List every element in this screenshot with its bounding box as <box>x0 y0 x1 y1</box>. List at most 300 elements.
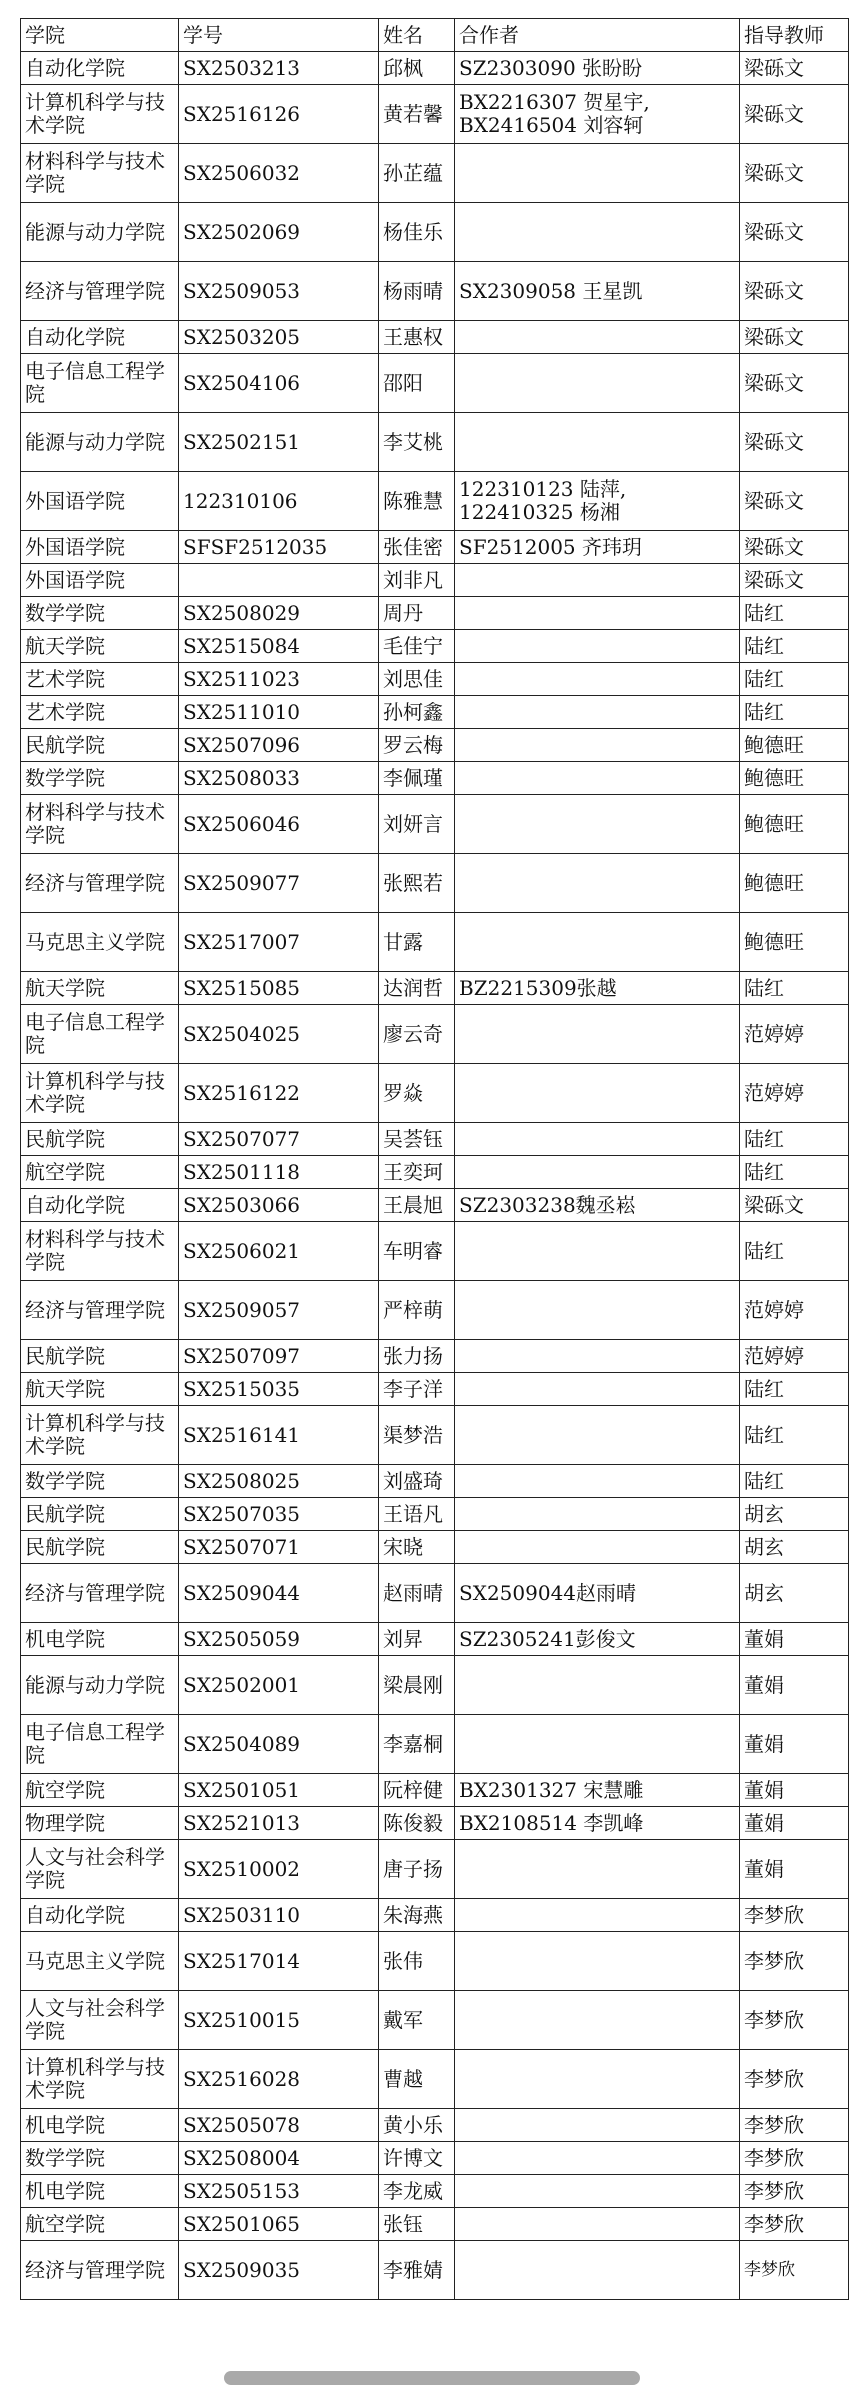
cell-college: 艺术学院 <box>21 696 179 729</box>
cell-student-id: SX2501051 <box>179 1774 379 1807</box>
table-row <box>21 1656 849 1715</box>
cell-college: 自动化学院 <box>21 52 179 85</box>
cell-advisor: 董娟 <box>740 1840 849 1899</box>
cell-name: 周丹 <box>379 597 455 630</box>
cell-name: 王惠权 <box>379 321 455 354</box>
cell-student-id: SX2516141 <box>179 1406 379 1465</box>
cell-advisor: 梁砾文 <box>740 413 849 472</box>
cell-advisor: 李梦欣 <box>740 2109 849 2142</box>
scrollbar-thumb[interactable] <box>224 2371 640 2385</box>
cell-college: 计算机科学与技术学院 <box>21 85 179 144</box>
cell-advisor: 陆红 <box>740 1465 849 1498</box>
cell-name: 陈雅慧 <box>379 472 455 531</box>
cell-student-id: SX2516122 <box>179 1064 379 1123</box>
cell-college: 电子信息工程学院 <box>21 1005 179 1064</box>
cell-advisor: 陆红 <box>740 663 849 696</box>
table-row <box>21 1189 849 1222</box>
cell-partners: BX2301327 宋慧雕 <box>455 1774 740 1807</box>
cell-advisor: 陆红 <box>740 1373 849 1406</box>
table-row <box>21 472 849 531</box>
table-row <box>21 913 849 972</box>
cell-name: 吴荟钰 <box>379 1123 455 1156</box>
cell-advisor: 李梦欣 <box>740 2142 849 2175</box>
cell-college: 民航学院 <box>21 729 179 762</box>
cell-college: 计算机科学与技术学院 <box>21 1064 179 1123</box>
cell-advisor: 梁砾文 <box>740 564 849 597</box>
cell-student-id: SX2508004 <box>179 2142 379 2175</box>
cell-student-id: SX2504106 <box>179 354 379 413</box>
cell-student-id: SX2509077 <box>179 854 379 913</box>
cell-advisor: 董娟 <box>740 1656 849 1715</box>
cell-college: 电子信息工程学院 <box>21 1715 179 1774</box>
table-row <box>21 795 849 854</box>
cell-advisor: 梁砾文 <box>740 144 849 203</box>
cell-advisor: 李梦欣 <box>740 1991 849 2050</box>
cell-college: 计算机科学与技术学院 <box>21 2050 179 2109</box>
table-row <box>21 1465 849 1498</box>
cell-name: 甘露 <box>379 913 455 972</box>
cell-college: 数学学院 <box>21 762 179 795</box>
cell-partners <box>455 1123 740 1156</box>
cell-advisor: 陆红 <box>740 1406 849 1465</box>
table-row <box>21 1123 849 1156</box>
cell-name: 张熙若 <box>379 854 455 913</box>
cell-student-id: SX2515035 <box>179 1373 379 1406</box>
cell-partners <box>455 203 740 262</box>
cell-college: 航空学院 <box>21 1156 179 1189</box>
cell-advisor: 李梦欣 <box>740 1932 849 1991</box>
cell-student-id: SX2508033 <box>179 762 379 795</box>
cell-student-id: SX2501118 <box>179 1156 379 1189</box>
cell-advisor: 梁砾文 <box>740 85 849 144</box>
cell-partners <box>455 354 740 413</box>
cell-partners <box>455 1991 740 2050</box>
table-row <box>21 663 849 696</box>
cell-student-id: SX2506021 <box>179 1222 379 1281</box>
cell-partners <box>455 1406 740 1465</box>
table-header-row <box>21 19 849 52</box>
cell-advisor: 鲍德旺 <box>740 913 849 972</box>
cell-name: 邵阳 <box>379 354 455 413</box>
cell-name: 赵雨晴 <box>379 1564 455 1623</box>
cell-name: 宋晓 <box>379 1531 455 1564</box>
table-row <box>21 2142 849 2175</box>
cell-college: 航天学院 <box>21 630 179 663</box>
cell-name: 梁晨刚 <box>379 1656 455 1715</box>
cell-name: 刘妍言 <box>379 795 455 854</box>
cell-college: 物理学院 <box>21 1807 179 1840</box>
table-row <box>21 597 849 630</box>
cell-advisor: 梁砾文 <box>740 472 849 531</box>
cell-partners <box>455 564 740 597</box>
table-row <box>21 1281 849 1340</box>
cell-partners <box>455 1281 740 1340</box>
cell-college: 机电学院 <box>21 2175 179 2208</box>
cell-advisor: 李梦欣 <box>740 2208 849 2241</box>
cell-partners <box>455 663 740 696</box>
cell-student-id: SX2509044 <box>179 1564 379 1623</box>
cell-name: 毛佳宁 <box>379 630 455 663</box>
cell-college: 马克思主义学院 <box>21 1932 179 1991</box>
cell-college: 外国语学院 <box>21 564 179 597</box>
table-row <box>21 2175 849 2208</box>
cell-college: 经济与管理学院 <box>21 1564 179 1623</box>
cell-college: 人文与社会科学学院 <box>21 1840 179 1899</box>
cell-name: 李嘉桐 <box>379 1715 455 1774</box>
cell-student-id: SX2511010 <box>179 696 379 729</box>
cell-advisor: 李梦欣 <box>740 1899 849 1932</box>
cell-name: 阮梓健 <box>379 1774 455 1807</box>
student-table <box>20 18 849 2300</box>
cell-partners: SZ2303090 张盼盼 <box>455 52 740 85</box>
cell-partners <box>455 696 740 729</box>
cell-college: 艺术学院 <box>21 663 179 696</box>
table-row <box>21 1340 849 1373</box>
cell-college: 能源与动力学院 <box>21 1656 179 1715</box>
cell-name: 张佳密 <box>379 531 455 564</box>
table-row <box>21 972 849 1005</box>
cell-partners <box>455 144 740 203</box>
document-page <box>20 18 848 2300</box>
cell-name: 渠梦浩 <box>379 1406 455 1465</box>
cell-name: 廖云奇 <box>379 1005 455 1064</box>
table-row <box>21 85 849 144</box>
cell-partners: SZ2303238魏丞崧 <box>455 1189 740 1222</box>
cell-partners: BX2108514 李凯峰 <box>455 1807 740 1840</box>
cell-partners <box>455 2241 740 2300</box>
cell-college: 航天学院 <box>21 1373 179 1406</box>
cell-advisor: 李梦欣 <box>740 2241 849 2300</box>
cell-student-id: SX2502001 <box>179 1656 379 1715</box>
cell-student-id: SX2517007 <box>179 913 379 972</box>
cell-college: 人文与社会科学学院 <box>21 1991 179 2050</box>
table-row <box>21 696 849 729</box>
cell-name: 朱海燕 <box>379 1899 455 1932</box>
cell-advisor: 梁砾文 <box>740 354 849 413</box>
cell-advisor: 陆红 <box>740 1123 849 1156</box>
cell-advisor: 鲍德旺 <box>740 762 849 795</box>
cell-name: 邱枫 <box>379 52 455 85</box>
table-row <box>21 354 849 413</box>
cell-advisor: 范婷婷 <box>740 1281 849 1340</box>
table-row <box>21 1840 849 1899</box>
cell-college: 航空学院 <box>21 2208 179 2241</box>
cell-name: 李子洋 <box>379 1373 455 1406</box>
cell-student-id: SX2504089 <box>179 1715 379 1774</box>
cell-partners <box>455 1498 740 1531</box>
table-row <box>21 144 849 203</box>
cell-partners <box>455 1465 740 1498</box>
cell-name: 戴军 <box>379 1991 455 2050</box>
table-row <box>21 1807 849 1840</box>
cell-name: 黄小乐 <box>379 2109 455 2142</box>
cell-advisor: 胡玄 <box>740 1498 849 1531</box>
cell-partners: BX2216307 贺星宇, BX2416504 刘容轲 <box>455 85 740 144</box>
cell-advisor: 范婷婷 <box>740 1005 849 1064</box>
cell-advisor: 梁砾文 <box>740 52 849 85</box>
cell-partners: SF2512005 齐玮玥 <box>455 531 740 564</box>
table-row <box>21 1564 849 1623</box>
cell-partners <box>455 1715 740 1774</box>
cell-advisor: 鲍德旺 <box>740 795 849 854</box>
cell-student-id: SX2516028 <box>179 2050 379 2109</box>
cell-name: 罗云梅 <box>379 729 455 762</box>
table-row <box>21 203 849 262</box>
horizontal-scrollbar[interactable] <box>0 2363 864 2393</box>
table-row <box>21 1715 849 1774</box>
cell-college: 经济与管理学院 <box>21 1281 179 1340</box>
cell-student-id: SX2515084 <box>179 630 379 663</box>
cell-name: 刘昇 <box>379 1623 455 1656</box>
cell-student-id: SX2502151 <box>179 413 379 472</box>
cell-college: 经济与管理学院 <box>21 854 179 913</box>
cell-name: 李艾桃 <box>379 413 455 472</box>
table-row <box>21 1531 849 1564</box>
cell-student-id: SX2503066 <box>179 1189 379 1222</box>
cell-partners <box>455 1840 740 1899</box>
cell-student-id: SX2507096 <box>179 729 379 762</box>
cell-advisor: 梁砾文 <box>740 321 849 354</box>
cell-name: 李雅婧 <box>379 2241 455 2300</box>
cell-name: 李龙威 <box>379 2175 455 2208</box>
cell-student-id: SX2502069 <box>179 203 379 262</box>
cell-partners <box>455 2175 740 2208</box>
cell-student-id: SX2508025 <box>179 1465 379 1498</box>
cell-name: 唐子扬 <box>379 1840 455 1899</box>
cell-college: 计算机科学与技术学院 <box>21 1406 179 1465</box>
cell-advisor: 董娟 <box>740 1774 849 1807</box>
cell-student-id: SX2507071 <box>179 1531 379 1564</box>
cell-college: 数学学院 <box>21 1465 179 1498</box>
cell-name: 孙柯鑫 <box>379 696 455 729</box>
cell-student-id: SX2517014 <box>179 1932 379 1991</box>
cell-name: 杨雨晴 <box>379 262 455 321</box>
table-row <box>21 2109 849 2142</box>
cell-college: 民航学院 <box>21 1123 179 1156</box>
cell-advisor: 董娟 <box>740 1715 849 1774</box>
table-row <box>21 729 849 762</box>
table-row <box>21 2241 849 2300</box>
table-row <box>21 52 849 85</box>
cell-name: 刘非凡 <box>379 564 455 597</box>
cell-advisor: 鲍德旺 <box>740 729 849 762</box>
cell-student-id: SX2506032 <box>179 144 379 203</box>
cell-name: 张力扬 <box>379 1340 455 1373</box>
table-row <box>21 1156 849 1189</box>
table-row <box>21 1623 849 1656</box>
header-name: 姓名 <box>379 19 455 52</box>
cell-partners <box>455 2208 740 2241</box>
cell-student-id: SX2508029 <box>179 597 379 630</box>
table-row <box>21 1064 849 1123</box>
cell-college: 材料科学与技术学院 <box>21 1222 179 1281</box>
table-row <box>21 1373 849 1406</box>
cell-student-id: SX2509035 <box>179 2241 379 2300</box>
cell-advisor: 陆红 <box>740 1222 849 1281</box>
cell-partners <box>455 1932 740 1991</box>
cell-advisor: 范婷婷 <box>740 1064 849 1123</box>
cell-advisor: 胡玄 <box>740 1531 849 1564</box>
table-row <box>21 321 849 354</box>
cell-advisor: 梁砾文 <box>740 531 849 564</box>
cell-college: 航空学院 <box>21 1774 179 1807</box>
cell-college: 材料科学与技术学院 <box>21 144 179 203</box>
cell-student-id: SX2516126 <box>179 85 379 144</box>
cell-student-id: SX2505078 <box>179 2109 379 2142</box>
cell-advisor: 陆红 <box>740 696 849 729</box>
cell-name: 黄若馨 <box>379 85 455 144</box>
cell-advisor: 胡玄 <box>740 1564 849 1623</box>
cell-partners <box>455 2050 740 2109</box>
cell-name: 杨佳乐 <box>379 203 455 262</box>
cell-partners <box>455 2142 740 2175</box>
cell-student-id: SX2507035 <box>179 1498 379 1531</box>
cell-student-id: SX2509057 <box>179 1281 379 1340</box>
cell-partners <box>455 795 740 854</box>
table-row <box>21 262 849 321</box>
cell-college: 自动化学院 <box>21 1899 179 1932</box>
cell-college: 数学学院 <box>21 2142 179 2175</box>
header-partners: 合作者 <box>455 19 740 52</box>
table-row <box>21 1774 849 1807</box>
cell-partners: SX2309058 王星凯 <box>455 262 740 321</box>
cell-name: 王语凡 <box>379 1498 455 1531</box>
cell-student-id: SX2510002 <box>179 1840 379 1899</box>
table-row <box>21 630 849 663</box>
cell-student-id <box>179 564 379 597</box>
cell-partners <box>455 1156 740 1189</box>
cell-partners <box>455 321 740 354</box>
cell-college: 外国语学院 <box>21 472 179 531</box>
cell-partners <box>455 413 740 472</box>
cell-partners <box>455 2109 740 2142</box>
cell-partners: 122310123 陆萍, 122410325 杨湘 <box>455 472 740 531</box>
cell-advisor: 陆红 <box>740 597 849 630</box>
cell-advisor: 梁砾文 <box>740 203 849 262</box>
cell-student-id: SX2510015 <box>179 1991 379 2050</box>
cell-advisor: 梁砾文 <box>740 262 849 321</box>
cell-name: 王晨旭 <box>379 1189 455 1222</box>
cell-college: 民航学院 <box>21 1531 179 1564</box>
cell-partners <box>455 597 740 630</box>
table-row <box>21 762 849 795</box>
table-row <box>21 531 849 564</box>
table-row <box>21 1498 849 1531</box>
cell-college: 经济与管理学院 <box>21 262 179 321</box>
cell-student-id: SX2515085 <box>179 972 379 1005</box>
cell-partners: BZ2215309张越 <box>455 972 740 1005</box>
cell-partners: SZ2305241彭俊文 <box>455 1623 740 1656</box>
cell-advisor: 李梦欣 <box>740 2175 849 2208</box>
cell-partners: SX2509044赵雨晴 <box>455 1564 740 1623</box>
cell-advisor: 陆红 <box>740 1156 849 1189</box>
table-row <box>21 1005 849 1064</box>
cell-advisor: 董娟 <box>740 1623 849 1656</box>
cell-partners <box>455 1656 740 1715</box>
cell-partners <box>455 630 740 663</box>
cell-college: 航天学院 <box>21 972 179 1005</box>
cell-student-id: SX2503205 <box>179 321 379 354</box>
cell-student-id: SX2505153 <box>179 2175 379 2208</box>
cell-college: 自动化学院 <box>21 321 179 354</box>
table-row <box>21 1222 849 1281</box>
cell-partners <box>455 1899 740 1932</box>
cell-college: 材料科学与技术学院 <box>21 795 179 854</box>
cell-name: 张钰 <box>379 2208 455 2241</box>
cell-name: 刘思佳 <box>379 663 455 696</box>
cell-name: 孙芷蕴 <box>379 144 455 203</box>
cell-student-id: SX2505059 <box>179 1623 379 1656</box>
cell-partners <box>455 1340 740 1373</box>
table-row <box>21 1406 849 1465</box>
cell-student-id: SX2507077 <box>179 1123 379 1156</box>
cell-name: 罗焱 <box>379 1064 455 1123</box>
cell-partners <box>455 729 740 762</box>
cell-college: 外国语学院 <box>21 531 179 564</box>
cell-college: 能源与动力学院 <box>21 413 179 472</box>
cell-advisor: 范婷婷 <box>740 1340 849 1373</box>
cell-partners <box>455 913 740 972</box>
cell-student-id: SFSF2512035 <box>179 531 379 564</box>
cell-student-id: SX2521013 <box>179 1807 379 1840</box>
cell-college: 民航学院 <box>21 1498 179 1531</box>
cell-college: 自动化学院 <box>21 1189 179 1222</box>
cell-student-id: SX2506046 <box>179 795 379 854</box>
cell-advisor: 陆红 <box>740 972 849 1005</box>
cell-name: 车明睿 <box>379 1222 455 1281</box>
table-row <box>21 2208 849 2241</box>
cell-student-id: SX2504025 <box>179 1005 379 1064</box>
cell-college: 电子信息工程学院 <box>21 354 179 413</box>
cell-name: 张伟 <box>379 1932 455 1991</box>
cell-student-id: SX2509053 <box>179 262 379 321</box>
table-row <box>21 1932 849 1991</box>
cell-student-id: SX2507097 <box>179 1340 379 1373</box>
cell-college: 经济与管理学院 <box>21 2241 179 2300</box>
cell-name: 曹越 <box>379 2050 455 2109</box>
header-advisor: 指导教师 <box>740 19 849 52</box>
table-row <box>21 2050 849 2109</box>
cell-advisor: 董娟 <box>740 1807 849 1840</box>
table-row <box>21 564 849 597</box>
cell-student-id: SX2501065 <box>179 2208 379 2241</box>
cell-student-id: SX2503213 <box>179 52 379 85</box>
table-body <box>21 52 849 2300</box>
table-row <box>21 413 849 472</box>
cell-advisor: 鲍德旺 <box>740 854 849 913</box>
cell-college: 机电学院 <box>21 1623 179 1656</box>
cell-advisor: 梁砾文 <box>740 1189 849 1222</box>
cell-name: 刘盛琦 <box>379 1465 455 1498</box>
cell-partners <box>455 762 740 795</box>
cell-name: 王奕珂 <box>379 1156 455 1189</box>
cell-student-id: 122310106 <box>179 472 379 531</box>
cell-name: 许博文 <box>379 2142 455 2175</box>
table-row <box>21 1899 849 1932</box>
cell-advisor: 陆红 <box>740 630 849 663</box>
cell-partners <box>455 1222 740 1281</box>
table-row <box>21 1991 849 2050</box>
cell-name: 陈俊毅 <box>379 1807 455 1840</box>
cell-college: 民航学院 <box>21 1340 179 1373</box>
cell-partners <box>455 1005 740 1064</box>
cell-student-id: SX2511023 <box>179 663 379 696</box>
cell-partners <box>455 1531 740 1564</box>
cell-partners <box>455 1064 740 1123</box>
cell-student-id: SX2503110 <box>179 1899 379 1932</box>
cell-college: 马克思主义学院 <box>21 913 179 972</box>
cell-partners <box>455 854 740 913</box>
